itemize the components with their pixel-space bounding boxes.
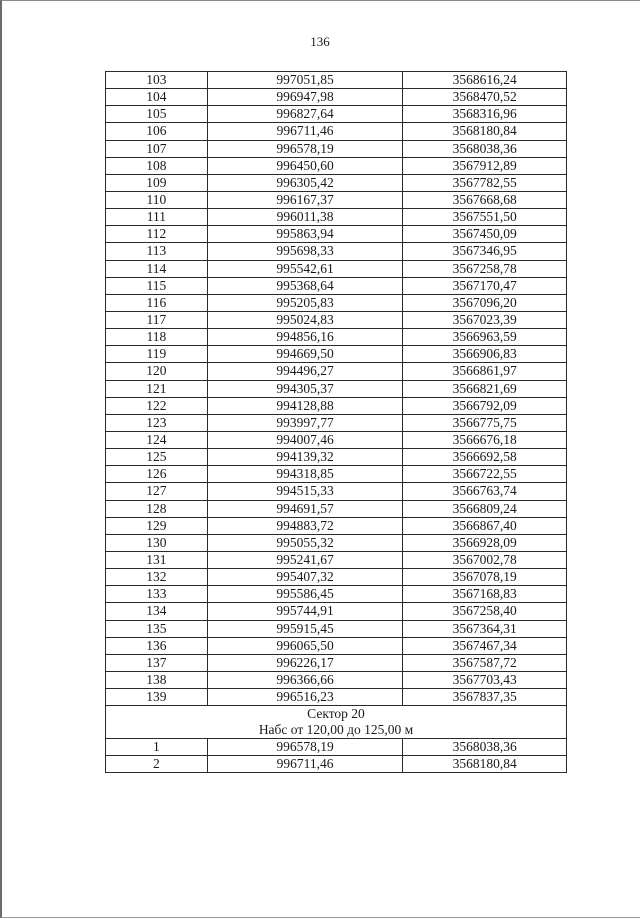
table-row [106, 226, 567, 243]
y-coordinate: 3566692,58 [403, 449, 567, 466]
y-coordinate: 3568038,36 [403, 140, 567, 157]
y-coordinate: 3566821,69 [403, 380, 567, 397]
y-coordinate: 3567002,78 [403, 551, 567, 568]
point-number: 122 [106, 397, 208, 414]
x-coordinate: 994139,32 [207, 449, 403, 466]
y-coordinate: 3566676,18 [403, 431, 567, 448]
y-coordinate: 3567168,83 [403, 586, 567, 603]
x-coordinate: 994691,57 [207, 500, 403, 517]
x-coordinate: 996578,19 [207, 739, 403, 756]
point-number: 120 [106, 363, 208, 380]
y-coordinate: 3567668,68 [403, 191, 567, 208]
point-number: 109 [106, 174, 208, 191]
x-coordinate: 996226,17 [207, 654, 403, 671]
table-row [106, 157, 567, 174]
y-coordinate: 3567346,95 [403, 243, 567, 260]
y-coordinate: 3567703,43 [403, 671, 567, 688]
table-row [106, 603, 567, 620]
coordinates-table-body [106, 72, 567, 773]
point-number: 119 [106, 346, 208, 363]
x-coordinate: 996065,50 [207, 637, 403, 654]
table-row [106, 654, 567, 671]
point-number: 128 [106, 500, 208, 517]
table-row [106, 106, 567, 123]
x-coordinate: 996578,19 [207, 140, 403, 157]
point-number: 108 [106, 157, 208, 174]
point-number: 112 [106, 226, 208, 243]
y-coordinate: 3567587,72 [403, 654, 567, 671]
point-number: 129 [106, 517, 208, 534]
point-number: 117 [106, 311, 208, 328]
sector-subtitle: Набс от 120,00 до 125,00 м [258, 722, 414, 738]
point-number: 123 [106, 414, 208, 431]
y-coordinate: 3566775,75 [403, 414, 567, 431]
point-number: 139 [106, 689, 208, 706]
table-row [106, 209, 567, 226]
y-coordinate: 3567782,55 [403, 174, 567, 191]
point-number: 130 [106, 534, 208, 551]
point-number: 103 [106, 72, 208, 89]
x-coordinate: 994007,46 [207, 431, 403, 448]
y-coordinate: 3567258,40 [403, 603, 567, 620]
table-row [106, 637, 567, 654]
y-coordinate: 3567170,47 [403, 277, 567, 294]
y-coordinate: 3567837,35 [403, 689, 567, 706]
table-row [106, 483, 567, 500]
y-coordinate: 3567258,78 [403, 260, 567, 277]
y-coordinate: 3567096,20 [403, 294, 567, 311]
y-coordinate: 3568316,96 [403, 106, 567, 123]
y-coordinate: 3567023,39 [403, 311, 567, 328]
x-coordinate: 996011,38 [207, 209, 403, 226]
x-coordinate: 997051,85 [207, 72, 403, 89]
y-coordinate: 3568180,84 [403, 756, 567, 773]
x-coordinate: 995542,61 [207, 260, 403, 277]
point-number: 127 [106, 483, 208, 500]
x-coordinate: 995744,91 [207, 603, 403, 620]
table-row [106, 500, 567, 517]
table-row [106, 140, 567, 157]
point-number: 134 [106, 603, 208, 620]
point-number: 121 [106, 380, 208, 397]
x-coordinate: 994318,85 [207, 466, 403, 483]
point-number: 135 [106, 620, 208, 637]
y-coordinate: 3566906,83 [403, 346, 567, 363]
point-number: 136 [106, 637, 208, 654]
point-number: 113 [106, 243, 208, 260]
y-coordinate: 3568470,52 [403, 89, 567, 106]
x-coordinate: 995024,83 [207, 311, 403, 328]
point-number: 114 [106, 260, 208, 277]
x-coordinate: 996167,37 [207, 191, 403, 208]
x-coordinate: 996711,46 [207, 756, 403, 773]
point-number: 106 [106, 123, 208, 140]
table-row [106, 551, 567, 568]
table-row [106, 277, 567, 294]
table-row [106, 517, 567, 534]
x-coordinate: 995055,32 [207, 534, 403, 551]
sector-title: Сектор 20 [307, 706, 365, 722]
y-coordinate: 3567467,34 [403, 637, 567, 654]
table-row [106, 346, 567, 363]
point-number: 2 [106, 756, 208, 773]
y-coordinate: 3568180,84 [403, 123, 567, 140]
y-coordinate: 3566867,40 [403, 517, 567, 534]
y-coordinate: 3567912,89 [403, 157, 567, 174]
x-coordinate: 995407,32 [207, 569, 403, 586]
y-coordinate: 3566809,24 [403, 500, 567, 517]
table-row [106, 294, 567, 311]
sector-header [106, 706, 567, 739]
table-row [106, 689, 567, 706]
table-row [106, 191, 567, 208]
x-coordinate: 996947,98 [207, 89, 403, 106]
x-coordinate: 994883,72 [207, 517, 403, 534]
table-row [106, 449, 567, 466]
table-row [106, 174, 567, 191]
table-row [106, 466, 567, 483]
table-row [106, 534, 567, 551]
x-coordinate: 996366,66 [207, 671, 403, 688]
table-row [106, 586, 567, 603]
table-row [106, 414, 567, 431]
table-row [106, 123, 567, 140]
table-row [106, 72, 567, 89]
x-coordinate: 995586,45 [207, 586, 403, 603]
table-row [106, 620, 567, 637]
point-number: 124 [106, 431, 208, 448]
table-row [106, 380, 567, 397]
y-coordinate: 3566792,09 [403, 397, 567, 414]
table-row [106, 671, 567, 688]
x-coordinate: 993997,77 [207, 414, 403, 431]
y-coordinate: 3566963,59 [403, 329, 567, 346]
x-coordinate: 996827,64 [207, 106, 403, 123]
table-row [106, 397, 567, 414]
y-coordinate: 3566928,09 [403, 534, 567, 551]
y-coordinate: 3568038,36 [403, 739, 567, 756]
point-number: 111 [106, 209, 208, 226]
x-coordinate: 995698,33 [207, 243, 403, 260]
point-number: 133 [106, 586, 208, 603]
x-coordinate: 996450,60 [207, 157, 403, 174]
point-number: 104 [106, 89, 208, 106]
table-row [106, 243, 567, 260]
x-coordinate: 994669,50 [207, 346, 403, 363]
y-coordinate: 3568616,24 [403, 72, 567, 89]
table-row [106, 363, 567, 380]
x-coordinate: 994496,27 [207, 363, 403, 380]
x-coordinate: 995205,83 [207, 294, 403, 311]
x-coordinate: 996711,46 [207, 123, 403, 140]
y-coordinate: 3566722,55 [403, 466, 567, 483]
point-number: 105 [106, 106, 208, 123]
point-number: 116 [106, 294, 208, 311]
y-coordinate: 3567450,09 [403, 226, 567, 243]
table-row [106, 431, 567, 448]
table-row [106, 89, 567, 106]
sector-header-row [106, 706, 567, 739]
table-row [106, 569, 567, 586]
y-coordinate: 3566861,97 [403, 363, 567, 380]
y-coordinate: 3567078,19 [403, 569, 567, 586]
point-number: 131 [106, 551, 208, 568]
page-number: 136 [310, 34, 330, 49]
x-coordinate: 996305,42 [207, 174, 403, 191]
x-coordinate: 995915,45 [207, 620, 403, 637]
point-number: 118 [106, 329, 208, 346]
point-number: 1 [106, 739, 208, 756]
x-coordinate: 995368,64 [207, 277, 403, 294]
y-coordinate: 3567551,50 [403, 209, 567, 226]
coordinates-table [105, 71, 567, 773]
x-coordinate: 994856,16 [207, 329, 403, 346]
table-row [106, 739, 567, 756]
point-number: 115 [106, 277, 208, 294]
x-coordinate: 996516,23 [207, 689, 403, 706]
x-coordinate: 994128,88 [207, 397, 403, 414]
point-number: 132 [106, 569, 208, 586]
x-coordinate: 995241,67 [207, 551, 403, 568]
x-coordinate: 994515,33 [207, 483, 403, 500]
table-row [106, 311, 567, 328]
x-coordinate: 994305,37 [207, 380, 403, 397]
y-coordinate: 3566763,74 [403, 483, 567, 500]
point-number: 107 [106, 140, 208, 157]
table-row [106, 756, 567, 773]
point-number: 126 [106, 466, 208, 483]
table-row [106, 329, 567, 346]
table-row [106, 260, 567, 277]
point-number: 137 [106, 654, 208, 671]
x-coordinate: 995863,94 [207, 226, 403, 243]
point-number: 125 [106, 449, 208, 466]
point-number: 110 [106, 191, 208, 208]
point-number: 138 [106, 671, 208, 688]
y-coordinate: 3567364,31 [403, 620, 567, 637]
